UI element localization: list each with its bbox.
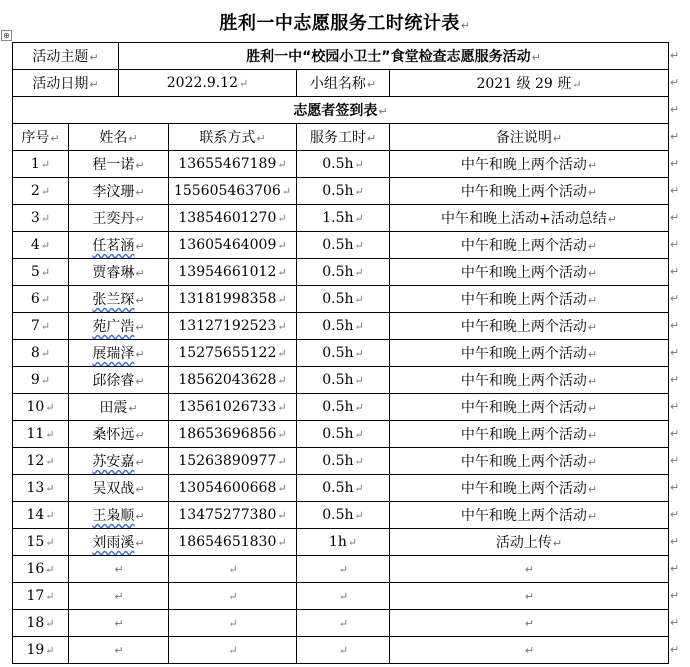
row-end-mark-icon: ↵: [670, 643, 680, 656]
cell-note[interactable]: 中午和晚上两个活动↵: [390, 151, 669, 178]
table-row: [13, 232, 669, 259]
cell-note[interactable]: 中午和晚上两个活动↵: [390, 178, 669, 205]
cell-hours[interactable]: 0.5h↵: [297, 367, 390, 394]
row-end-mark-icon: ↵: [670, 319, 680, 332]
cell-hours[interactable]: 0.5h↵: [297, 340, 390, 367]
row-end-mark-icon: ↵: [670, 265, 680, 278]
cell-note[interactable]: 中午和晚上两个活动↵: [390, 259, 669, 286]
table-row: [13, 313, 669, 340]
cell-phone[interactable]: 13954661012↵: [169, 259, 297, 286]
table-move-handle-icon[interactable]: ⊕: [1, 30, 12, 41]
group-value[interactable]: 2021 级 29 班↵: [390, 70, 669, 97]
cell-note[interactable]: 中午和晚上两个活动↵: [390, 448, 669, 475]
date-value[interactable]: 2022.9.12↵: [119, 70, 297, 97]
cell-name[interactable]: ↵: [69, 637, 169, 664]
cell-name[interactable]: 王枭顺↵: [69, 502, 169, 529]
cell-name[interactable]: 李汶珊↵: [69, 178, 169, 205]
table-row: [13, 448, 669, 475]
cell-no[interactable]: 6↵: [13, 286, 69, 313]
row-end-mark-icon: ↵: [670, 589, 680, 602]
row-end-mark-icon: ↵: [670, 157, 680, 170]
cell-phone[interactable]: 13605464009↵: [169, 232, 297, 259]
cell-no[interactable]: 16↵: [13, 556, 69, 583]
section-row: [13, 97, 669, 124]
table-row: [13, 259, 669, 286]
cell-note[interactable]: 中午和晚上两个活动↵: [390, 421, 669, 448]
row-end-mark-icon: ↵: [670, 400, 680, 413]
table-row: [13, 502, 669, 529]
table-row: [13, 178, 669, 205]
cell-no[interactable]: 3↵: [13, 205, 69, 232]
cell-hours[interactable]: 0.5h↵: [297, 448, 390, 475]
table-row: [13, 637, 669, 664]
group-label: 小组名称↵: [297, 70, 390, 97]
cell-no[interactable]: 1↵: [13, 151, 69, 178]
row-end-mark-icon: ↵: [670, 562, 680, 575]
cell-hours[interactable]: ↵: [297, 583, 390, 610]
row-end-mark-icon: ↵: [670, 427, 680, 440]
cell-note[interactable]: 中午和晚上两个活动↵: [390, 475, 669, 502]
volunteer-table: [12, 42, 669, 664]
row-end-mark-icon: ↵: [670, 535, 680, 548]
cell-phone[interactable]: 18653696856↵: [169, 421, 297, 448]
cell-hours[interactable]: 0.5h↵: [297, 259, 390, 286]
table-row: [13, 529, 669, 556]
table-row: [13, 205, 669, 232]
row-end-mark-icon: ↵: [670, 508, 680, 521]
row-end-mark-icon: ↵: [670, 49, 680, 62]
cell-name[interactable]: 田震↵: [69, 394, 169, 421]
cell-hours[interactable]: ↵: [297, 637, 390, 664]
cell-note[interactable]: 中午和晚上两个活动↵: [390, 340, 669, 367]
section-title: 志愿者签到表↵: [13, 97, 669, 124]
cell-no[interactable]: 12↵: [13, 448, 69, 475]
row-end-mark-icon: ↵: [670, 373, 680, 386]
row-end-mark-icon: ↵: [670, 238, 680, 251]
cell-hours[interactable]: 0.5h↵: [297, 421, 390, 448]
cell-hours[interactable]: 0.5h↵: [297, 151, 390, 178]
cell-phone[interactable]: ↵: [169, 583, 297, 610]
theme-row: [13, 43, 669, 70]
cell-phone[interactable]: ↵: [169, 610, 297, 637]
cell-note[interactable]: 中午和晚上两个活动↵: [390, 502, 669, 529]
cell-note[interactable]: 中午和晚上活动+活动总结↵: [390, 205, 669, 232]
table-row: [13, 340, 669, 367]
cell-hours[interactable]: 0.5h↵: [297, 475, 390, 502]
theme-label: 活动主题↵: [13, 43, 119, 70]
cell-phone[interactable]: 18654651830↵: [169, 529, 297, 556]
row-end-mark-icon: ↵: [670, 346, 680, 359]
page-title: [0, 9, 690, 35]
cell-no[interactable]: 19↵: [13, 637, 69, 664]
cell-name[interactable]: 吴双战↵: [69, 475, 169, 502]
cell-no[interactable]: 9↵: [13, 367, 69, 394]
cell-no[interactable]: 8↵: [13, 340, 69, 367]
cell-name[interactable]: ↵: [69, 610, 169, 637]
table-row: [13, 151, 669, 178]
cell-no[interactable]: 11↵: [13, 421, 69, 448]
cell-phone[interactable]: 13475277380↵: [169, 502, 297, 529]
cell-no[interactable]: 18↵: [13, 610, 69, 637]
cell-phone[interactable]: 13054600668↵: [169, 475, 297, 502]
table-row: [13, 475, 669, 502]
row-end-mark-icon: ↵: [670, 76, 680, 89]
cell-no[interactable]: 10↵: [13, 394, 69, 421]
cell-phone[interactable]: 13561026733↵: [169, 394, 297, 421]
row-end-mark-icon: ↵: [670, 454, 680, 467]
cell-note[interactable]: 中午和晚上两个活动↵: [390, 232, 669, 259]
date-label: 活动日期↵: [13, 70, 119, 97]
cell-note[interactable]: 活动上传↵: [390, 529, 669, 556]
cell-no[interactable]: 5↵: [13, 259, 69, 286]
cell-note[interactable]: 中午和晚上两个活动↵: [390, 313, 669, 340]
cell-note[interactable]: 中午和晚上两个活动↵: [390, 286, 669, 313]
column-header-row: [13, 124, 669, 151]
title-text: 胜利一中志愿服务工时统计表: [219, 13, 460, 34]
cell-name[interactable]: ↵: [69, 556, 169, 583]
cell-name[interactable]: 贾睿琳↵: [69, 259, 169, 286]
cell-name[interactable]: ↵: [69, 583, 169, 610]
cell-hours[interactable]: 1h↵: [297, 529, 390, 556]
cell-no[interactable]: 4↵: [13, 232, 69, 259]
cell-hours[interactable]: 0.5h↵: [297, 178, 390, 205]
cell-hours[interactable]: ↵: [297, 556, 390, 583]
table-row: [13, 421, 669, 448]
row-end-mark-icon: ↵: [670, 103, 680, 116]
table-row: [13, 367, 669, 394]
cell-phone[interactable]: 15275655122↵: [169, 340, 297, 367]
cell-no[interactable]: 17↵: [13, 583, 69, 610]
cell-name[interactable]: 刘雨溪↵: [69, 529, 169, 556]
cell-name[interactable]: 程一诺↵: [69, 151, 169, 178]
cell-hours[interactable]: 1.5h↵: [297, 205, 390, 232]
cell-name[interactable]: 王奕丹↵: [69, 205, 169, 232]
theme-value[interactable]: 胜利一中“校园小卫士”食堂检查志愿服务活动↵: [119, 43, 669, 70]
cell-hours[interactable]: 0.5h↵: [297, 313, 390, 340]
cell-note[interactable]: ↵: [390, 583, 669, 610]
column-header-no: 序号↵: [13, 124, 69, 151]
table-row: [13, 610, 669, 637]
cell-name[interactable]: 桑怀远↵: [69, 421, 169, 448]
column-header-hours: 服务工时↵: [297, 124, 390, 151]
row-end-mark-icon: ↵: [670, 184, 680, 197]
cell-hours[interactable]: 0.5h↵: [297, 394, 390, 421]
cell-name[interactable]: 任茗涵↵: [69, 232, 169, 259]
cell-hours[interactable]: 0.5h↵: [297, 232, 390, 259]
row-end-mark-icon: ↵: [670, 616, 680, 629]
row-end-mark-icon: ↵: [670, 481, 680, 494]
cell-phone[interactable]: 15263890977↵: [169, 448, 297, 475]
cell-name[interactable]: 苑广浩↵: [69, 313, 169, 340]
column-header-phone: 联系方式↵: [169, 124, 297, 151]
cell-phone[interactable]: ↵: [169, 637, 297, 664]
row-end-mark-icon: ↵: [670, 211, 680, 224]
cell-note[interactable]: ↵: [390, 556, 669, 583]
cell-hours[interactable]: ↵: [297, 610, 390, 637]
row-end-mark-icon: ↵: [670, 130, 680, 143]
cell-no[interactable]: 15↵: [13, 529, 69, 556]
table-row: [13, 556, 669, 583]
cell-no[interactable]: 14↵: [13, 502, 69, 529]
cell-name[interactable]: 展瑞泽↵: [69, 340, 169, 367]
cell-phone[interactable]: 13854601270↵: [169, 205, 297, 232]
cell-name[interactable]: 张兰琛↵: [69, 286, 169, 313]
cell-name[interactable]: 苏安嘉↵: [69, 448, 169, 475]
column-header-name: 姓名↵: [69, 124, 169, 151]
cell-note[interactable]: ↵: [390, 610, 669, 637]
cell-note[interactable]: 中午和晚上两个活动↵: [390, 394, 669, 421]
table-row: [13, 286, 669, 313]
cell-phone[interactable]: ↵: [169, 556, 297, 583]
column-header-notes: 备注说明↵: [390, 124, 669, 151]
cell-note[interactable]: 中午和晚上两个活动↵: [390, 367, 669, 394]
cell-no[interactable]: 13↵: [13, 475, 69, 502]
cell-no[interactable]: 7↵: [13, 313, 69, 340]
cell-phone[interactable]: 155605463706↵: [169, 178, 297, 205]
cell-no[interactable]: 2↵: [13, 178, 69, 205]
table-row: [13, 583, 669, 610]
row-end-mark-icon: ↵: [670, 292, 680, 305]
cell-phone[interactable]: 18562043628↵: [169, 367, 297, 394]
cell-phone[interactable]: 13181998358↵: [169, 286, 297, 313]
cell-phone[interactable]: 13127192523↵: [169, 313, 297, 340]
date-row: [13, 70, 669, 97]
paragraph-mark-icon: ↵: [460, 19, 471, 32]
cell-name[interactable]: 邱徐睿↵: [69, 367, 169, 394]
table-row: [13, 394, 669, 421]
cell-phone[interactable]: 13655467189↵: [169, 151, 297, 178]
cell-note[interactable]: ↵: [390, 637, 669, 664]
cell-hours[interactable]: 0.5h↵: [297, 286, 390, 313]
cell-hours[interactable]: 0.5h↵: [297, 502, 390, 529]
